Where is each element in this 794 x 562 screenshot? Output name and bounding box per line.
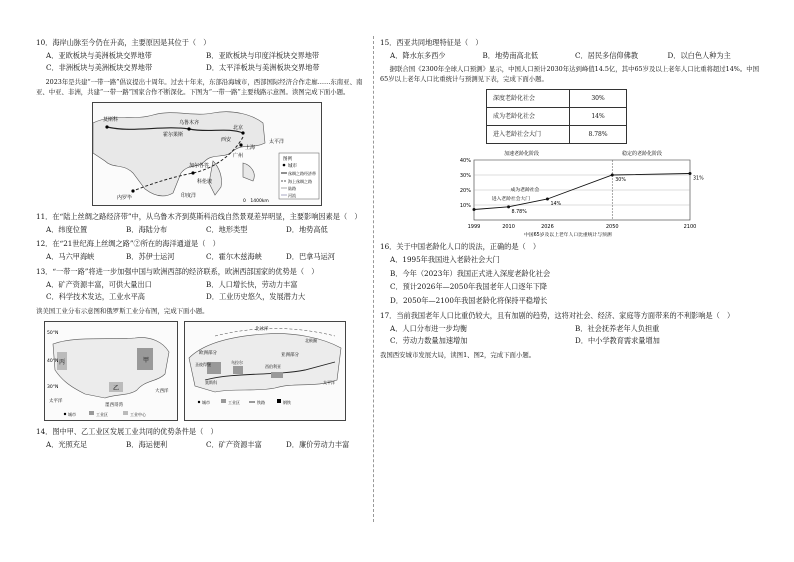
- option[interactable]: A．矿产资源丰富，可供大量出口: [46, 279, 152, 289]
- option[interactable]: B．地势南高北低: [482, 50, 539, 60]
- map-label: 圣彼得堡: [195, 361, 211, 367]
- option[interactable]: C．居民多信仰佛教: [575, 50, 639, 60]
- legend-label: 城市: [68, 411, 76, 417]
- question-10-stem: 10．海岸山脉至今仍在升高，主要原因是其位于（ ）: [36, 38, 211, 47]
- option[interactable]: D．廉价劳动力丰富: [286, 439, 350, 449]
- option[interactable]: B．今年（2023年）我国正式进入深度老龄化社会: [390, 268, 551, 278]
- legend-label: 工业区: [96, 411, 108, 417]
- data-label: 8.78%: [511, 210, 527, 216]
- question-16-stem: 16．关于中国老龄化人口的说法，正确的是（ ）: [380, 242, 541, 252]
- x-tick-label: 1999: [467, 224, 481, 231]
- option[interactable]: D．2050年—2100年我国老龄化将保持平稳增长: [390, 296, 548, 306]
- option[interactable]: B．人口增长快，劳动力丰富: [206, 279, 298, 289]
- option[interactable]: A．降水东多西少: [390, 50, 446, 60]
- left-column: [36, 38, 366, 454]
- passage-industry: 读美国工业分布示意图和俄罗斯工业分布图，完成下面小题。: [36, 307, 209, 316]
- option[interactable]: C．矿产资源丰富: [206, 439, 262, 449]
- option[interactable]: B．社会抚养老年人负担重: [575, 323, 660, 333]
- question-14-options: [46, 440, 366, 450]
- option[interactable]: D．中小学教育需求量增加: [575, 336, 660, 346]
- option[interactable]: B．海运便利: [126, 439, 168, 449]
- option[interactable]: D．地势高低: [286, 224, 328, 234]
- data-point: [546, 198, 549, 201]
- option[interactable]: C．科学技术发达，工业水平高: [46, 292, 145, 302]
- data-label: 31%: [693, 176, 704, 182]
- map-label: 乌拉尔: [231, 359, 243, 365]
- legend-silk-road: 丝绸之路经济带: [288, 171, 316, 176]
- map-label: 欧洲部分: [199, 350, 217, 356]
- x-tick-label: 2050: [605, 224, 619, 231]
- table-cell: 30%: [570, 90, 627, 108]
- table-row: [487, 90, 627, 108]
- question-16-options: [390, 255, 760, 306]
- option[interactable]: C．劳动力数量加速增加: [390, 336, 468, 346]
- legend-city: 城市: [288, 164, 297, 169]
- legend-label: 铁路: [257, 399, 265, 405]
- question-15-options: [390, 51, 760, 61]
- data-point: [611, 174, 614, 177]
- usa-map-svg: [45, 322, 177, 420]
- map-label: 印度洋: [181, 193, 197, 199]
- map-label: 上海: [245, 145, 256, 151]
- passage-aging: 据联合国《2300年全球人口预测》显示，中国人口预计2030年达到峰值14.5亿，其中65岁及以上老年人口比重将超过14%。中国65岁以上老年人口比重统计与预测见下表，完成下面小题。: [380, 65, 760, 84]
- table-cell: 进入老龄社会大门: [487, 126, 570, 144]
- question-11-stem: 11．在“陆上丝绸之路经济带”中，从乌鲁木齐到莫斯科沿线自然景观差异明显，主要影响因素是（ ）: [36, 212, 362, 221]
- map-label: 莫斯科: [103, 117, 119, 123]
- map-label: 墨西哥湾: [105, 402, 123, 408]
- data-label: 30%: [615, 178, 626, 184]
- question-14-stem: 14．图中甲、乙工业区发展工业共同的优势条件是（ ）: [36, 426, 218, 436]
- question-17-options: [390, 324, 760, 346]
- map-label: 北极圈: [305, 337, 317, 343]
- aging-chart: [434, 148, 704, 238]
- legend-maritime: 海上丝绸之路: [288, 179, 312, 184]
- option[interactable]: B．海陆分布: [126, 224, 168, 234]
- map-label: 甲: [143, 356, 150, 364]
- data-label: 成为老龄社会: [510, 188, 540, 194]
- question-12-stem: 12．在“21世纪海上丝绸之路”②所在的海洋通道是（ ）: [36, 239, 220, 249]
- map-label: 莫斯科: [205, 379, 217, 385]
- legend-land: 陆路: [288, 186, 296, 191]
- map-label: 丙: [59, 358, 66, 366]
- map-label: 30°N: [47, 384, 59, 390]
- map-label: 北冰洋: [255, 326, 269, 332]
- table-row: [487, 108, 627, 126]
- question-13-options: [46, 280, 366, 302]
- y-tick-label: 40%: [459, 158, 471, 165]
- option[interactable]: C．地形类型: [206, 224, 248, 234]
- belt-road-map-svg: [93, 103, 321, 205]
- map-scale: 0 1400km: [243, 199, 269, 204]
- option[interactable]: B．亚欧板块与印度洋板块交界地带: [206, 50, 320, 60]
- option[interactable]: A．亚欧板块与美洲板块交界地带: [46, 50, 152, 60]
- data-point: [473, 208, 476, 211]
- table-cell: 8.78%: [570, 126, 627, 144]
- option[interactable]: B．苏伊士运河: [126, 252, 175, 262]
- data-label: 进入老龄社会大门: [491, 197, 531, 203]
- option[interactable]: D．工业历史悠久，发展潜力大: [206, 292, 306, 302]
- table-cell: 深度老龄化社会: [487, 90, 570, 108]
- map-label: 霍尔果斯: [163, 132, 184, 138]
- question-12-options: [46, 252, 366, 262]
- phase-label: 稳定的老龄化阶段: [622, 151, 663, 158]
- legend-label: 工业区: [228, 399, 240, 405]
- legend-label: 城市: [202, 399, 210, 405]
- legend-river: 河流: [288, 193, 296, 198]
- option[interactable]: D．巴拿马运河: [286, 252, 335, 262]
- phase-label: 加速老龄化阶段: [504, 151, 540, 158]
- map-label: 太平洋: [49, 398, 63, 404]
- map-label: 内罗毕: [117, 195, 133, 201]
- table-cell: 成为老龄化社会: [487, 108, 570, 126]
- y-tick-label: 20%: [459, 188, 471, 195]
- option[interactable]: C．非洲板块与美洲板块交界地带: [46, 63, 153, 73]
- option[interactable]: D．以白色人种为主: [667, 50, 731, 60]
- question-13-stem: 13．“一带一路”将进一步加强中国与欧洲西部的经济联系，欧洲西部国家的优势是（ ）: [36, 266, 319, 276]
- legend-label: 工业中心: [130, 411, 146, 417]
- passage-belt-road: 2023年是共建“一带一路”倡议提出十周年。过去十年来，东部沿海城市，西部国际经济合作走廊……东南亚、南亚、中亚、非洲，共建“一带一路”国家合作不断深化。下图为“一带一路”主要线路示意图。读图完成下面小题。: [36, 78, 363, 97]
- data-point: [507, 206, 510, 209]
- column-divider: [373, 36, 374, 522]
- question-17-stem: 17．当前我国老年人口比重仍较大，且有加剧的趋势，这将对社会、经济、家庭等方面带来的不利影响是（ ）: [380, 310, 735, 320]
- map-label: 科伦坡: [197, 179, 213, 185]
- map-label: 西安: [221, 137, 232, 143]
- y-tick-label: 10%: [459, 203, 471, 210]
- question-10-options: [46, 51, 366, 73]
- table-cell: 14%: [570, 108, 627, 126]
- map-label: 加尔各答: [189, 163, 210, 169]
- map-label: 太平洋: [269, 139, 285, 145]
- map-label: 乙: [113, 384, 120, 392]
- legend-label: 钢铁: [283, 399, 291, 405]
- data-label: 14%: [550, 202, 562, 208]
- map-label: 乌鲁木齐: [179, 120, 200, 126]
- usa-industry-map: [44, 321, 178, 421]
- x-tick-label: 2010: [502, 224, 515, 231]
- chart-title: 中国65岁及以上老年人口比重统计与预测: [524, 233, 612, 239]
- map-label: 大西洋: [155, 388, 169, 394]
- map-label: 西伯利亚: [265, 363, 281, 369]
- belt-road-map: [92, 102, 322, 206]
- option[interactable]: A．纬度位置: [46, 224, 88, 234]
- legend-title: 图例: [283, 157, 292, 162]
- x-tick-label: 2026: [541, 224, 554, 231]
- industry-maps: [44, 321, 344, 421]
- option[interactable]: D．太平洋板块与美洲板块交界地带: [206, 63, 320, 73]
- russia-industry-map: [184, 321, 346, 421]
- map-label: 广州: [233, 153, 244, 159]
- map-label: 北京: [233, 125, 244, 131]
- right-column: [380, 38, 760, 365]
- map-label: 50°N: [47, 330, 59, 336]
- map-label: 亚洲部分: [281, 352, 299, 358]
- aging-chart-svg: [434, 148, 704, 238]
- option[interactable]: A．1995年我国进入老龄社会大门: [390, 255, 500, 264]
- table-row: [487, 126, 627, 144]
- aging-table: [486, 89, 627, 144]
- passage-xian: 我国西安城市发展大局，读图1、图2，完成下面小题。: [380, 351, 536, 360]
- russia-map-svg: [185, 322, 345, 420]
- option[interactable]: A．光照充足: [46, 439, 88, 449]
- map-label: 太平洋: [323, 379, 335, 385]
- question-15-stem: 15．西亚共同地理特征是（ ）: [380, 38, 483, 47]
- option[interactable]: A．人口分布进一步均衡: [390, 323, 468, 333]
- question-11-options: [46, 225, 366, 235]
- option[interactable]: C．霍尔木兹海峡: [206, 252, 262, 262]
- map-label: 40°N: [47, 358, 59, 364]
- option[interactable]: C．预计2026年—2050年我国老年人口逐年下降: [390, 282, 548, 292]
- y-tick-label: 30%: [459, 173, 471, 180]
- data-point: [689, 172, 692, 175]
- option[interactable]: A．马六甲海峡: [46, 252, 95, 262]
- x-tick-label: 2100: [683, 224, 697, 231]
